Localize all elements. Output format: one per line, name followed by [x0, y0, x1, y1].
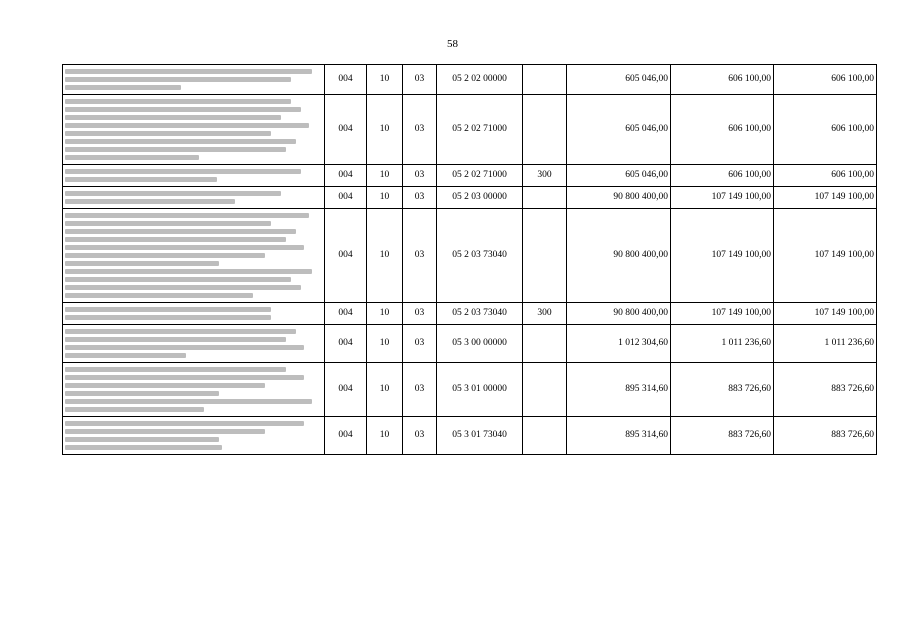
ministry-code: 004: [325, 187, 367, 209]
ministry-code: 004: [325, 95, 367, 165]
table-row: [63, 363, 877, 417]
expense-type-code: [523, 95, 567, 165]
amount-year-2: 107 149 100,00: [671, 209, 774, 303]
row-description: [63, 95, 325, 165]
section-code: 10: [367, 209, 403, 303]
amount-year-1: 605 046,00: [567, 65, 671, 95]
section-code: 10: [367, 65, 403, 95]
ministry-code: 004: [325, 209, 367, 303]
amount-year-2: 107 149 100,00: [671, 303, 774, 325]
amount-year-2: 883 726,60: [671, 363, 774, 417]
expense-type-code: 300: [523, 165, 567, 187]
amount-year-3: 606 100,00: [774, 95, 877, 165]
expense-type-code: [523, 363, 567, 417]
row-description: [63, 165, 325, 187]
budget-table: [62, 64, 877, 455]
expense-type-code: [523, 187, 567, 209]
expense-type-code: 300: [523, 303, 567, 325]
expense-type-code: [523, 209, 567, 303]
row-description: [63, 209, 325, 303]
amount-year-3: 107 149 100,00: [774, 303, 877, 325]
table-row: [63, 187, 877, 209]
table-row: [63, 303, 877, 325]
subsection-code: 03: [403, 165, 437, 187]
description-placeholder: [65, 329, 322, 358]
description-placeholder: [65, 169, 322, 182]
description-placeholder: [65, 69, 322, 90]
section-code: 10: [367, 95, 403, 165]
amount-year-2: 1 011 236,60: [671, 325, 774, 363]
page-number: 58: [447, 38, 458, 50]
amount-year-2: 606 100,00: [671, 65, 774, 95]
ministry-code: 004: [325, 325, 367, 363]
row-description: [63, 187, 325, 209]
description-placeholder: [65, 213, 322, 298]
amount-year-3: 606 100,00: [774, 65, 877, 95]
row-description: [63, 363, 325, 417]
target-article-code: 05 2 03 73040: [437, 209, 523, 303]
amount-year-1: 90 800 400,00: [567, 209, 671, 303]
subsection-code: 03: [403, 65, 437, 95]
table-row: [63, 209, 877, 303]
amount-year-1: 90 800 400,00: [567, 303, 671, 325]
amount-year-1: 90 800 400,00: [567, 187, 671, 209]
amount-year-3: 606 100,00: [774, 165, 877, 187]
target-article-code: 05 2 02 71000: [437, 95, 523, 165]
amount-year-2: 107 149 100,00: [671, 187, 774, 209]
ministry-code: 004: [325, 65, 367, 95]
target-article-code: 05 3 01 73040: [437, 417, 523, 455]
target-article-code: 05 2 03 73040: [437, 303, 523, 325]
table-row: [63, 417, 877, 455]
subsection-code: 03: [403, 209, 437, 303]
description-placeholder: [65, 421, 322, 450]
amount-year-2: 883 726,60: [671, 417, 774, 455]
ministry-code: 004: [325, 363, 367, 417]
description-placeholder: [65, 307, 322, 320]
row-description: [63, 417, 325, 455]
amount-year-3: 883 726,60: [774, 417, 877, 455]
subsection-code: 03: [403, 303, 437, 325]
amount-year-1: 1 012 304,60: [567, 325, 671, 363]
target-article-code: 05 2 03 00000: [437, 187, 523, 209]
amount-year-3: 107 149 100,00: [774, 209, 877, 303]
amount-year-3: 883 726,60: [774, 363, 877, 417]
row-description: [63, 303, 325, 325]
amount-year-3: 107 149 100,00: [774, 187, 877, 209]
description-placeholder: [65, 191, 322, 204]
amount-year-1: 895 314,60: [567, 417, 671, 455]
table-row: [63, 65, 877, 95]
expense-type-code: [523, 65, 567, 95]
amount-year-3: 1 011 236,60: [774, 325, 877, 363]
section-code: 10: [367, 325, 403, 363]
subsection-code: 03: [403, 325, 437, 363]
row-description: [63, 65, 325, 95]
expense-type-code: [523, 417, 567, 455]
subsection-code: 03: [403, 187, 437, 209]
target-article-code: 05 3 01 00000: [437, 363, 523, 417]
section-code: 10: [367, 303, 403, 325]
section-code: 10: [367, 363, 403, 417]
target-article-code: 05 2 02 71000: [437, 165, 523, 187]
subsection-code: 03: [403, 417, 437, 455]
ministry-code: 004: [325, 165, 367, 187]
subsection-code: 03: [403, 363, 437, 417]
description-placeholder: [65, 367, 322, 412]
amount-year-2: 606 100,00: [671, 165, 774, 187]
ministry-code: 004: [325, 303, 367, 325]
target-article-code: 05 2 02 00000: [437, 65, 523, 95]
description-placeholder: [65, 99, 322, 160]
table-body: [63, 65, 877, 455]
table-row: [63, 95, 877, 165]
table-row: [63, 165, 877, 187]
row-description: [63, 325, 325, 363]
amount-year-1: 605 046,00: [567, 165, 671, 187]
section-code: 10: [367, 165, 403, 187]
ministry-code: 004: [325, 417, 367, 455]
amount-year-1: 895 314,60: [567, 363, 671, 417]
section-code: 10: [367, 187, 403, 209]
amount-year-2: 606 100,00: [671, 95, 774, 165]
subsection-code: 03: [403, 95, 437, 165]
expense-type-code: [523, 325, 567, 363]
target-article-code: 05 3 00 00000: [437, 325, 523, 363]
section-code: 10: [367, 417, 403, 455]
amount-year-1: 605 046,00: [567, 95, 671, 165]
table-row: [63, 325, 877, 363]
